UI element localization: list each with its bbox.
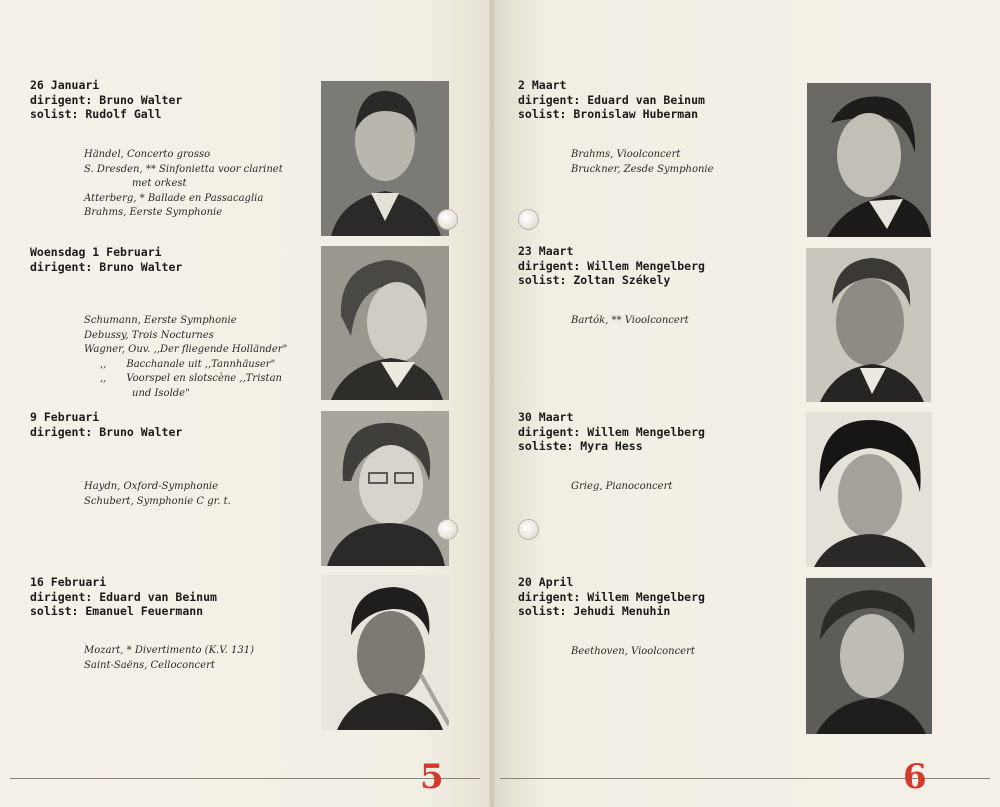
portrait-richard-wagner: [321, 246, 449, 400]
page-number-right: 6: [903, 757, 927, 797]
program-item: Bartók, ** Vioolconcert: [571, 315, 689, 326]
program-item: Haydn, Oxford-Symphonie: [84, 481, 219, 492]
program-item: Händel, Concerto grosso: [84, 149, 211, 160]
portrait-zoltan-szekely: [806, 248, 931, 402]
concert-date: 26 Januari: [30, 78, 100, 92]
concert-date: Woensdag 1 Februari: [30, 245, 162, 259]
concert-date: 9 Februari: [30, 410, 100, 424]
concert-2-maart: [518, 78, 705, 122]
concert-30-maart: [518, 410, 705, 454]
concert-program: [84, 480, 231, 509]
concert-conductor: dirigent: Willem Mengelberg: [518, 424, 705, 439]
concert-conductor: dirigent: Eduard van Beinum: [30, 589, 217, 604]
punch-hole: [438, 520, 457, 539]
concert-soloist: solist: Zoltan Székely: [518, 273, 671, 287]
portrait-franz-schubert: [321, 411, 449, 566]
concert-date: 23 Maart: [518, 244, 574, 258]
program-item: und Isolde": [132, 387, 190, 399]
punch-hole: [519, 210, 538, 229]
punch-hole: [438, 210, 457, 229]
program-item: Schubert, Symphonie C gr. t.: [84, 495, 231, 507]
concert-23-maart: [518, 244, 705, 288]
concert-program: [84, 148, 283, 221]
concert-20-april: [518, 575, 705, 619]
concert-program: [571, 480, 672, 495]
ditto-mark: ,,: [100, 358, 107, 370]
concert-program: [571, 645, 695, 660]
program-item: met orkest: [132, 178, 187, 190]
concert-16-februari: [30, 575, 217, 619]
program-item: Bacchanale uit ,,Tannhäuser": [126, 358, 276, 370]
portrait-rudolf-gall: [321, 81, 449, 236]
portrait-bronislaw-huberman: [807, 83, 931, 237]
concert-conductor: dirigent: Bruno Walter: [30, 259, 183, 274]
program-item: Mozart, * Divertimento (K.V. 131): [84, 645, 255, 656]
concert-date: 20 April: [518, 575, 574, 589]
concert-soloist: solist: Rudolf Gall: [30, 107, 162, 121]
concert-soloist: soliste: Myra Hess: [518, 439, 643, 453]
program-item: Saint-Saëns, Celloconcert: [84, 659, 215, 671]
concert-conductor: dirigent: Bruno Walter: [30, 424, 183, 439]
concert-program: [571, 148, 714, 177]
program-item: Brahms, Eerste Symphonie: [84, 207, 223, 219]
concert-9-februari: [30, 410, 182, 439]
concert-soloist: solist: Emanuel Feuermann: [30, 604, 204, 618]
concert-conductor: dirigent: Bruno Walter: [30, 92, 183, 107]
concert-program: [571, 314, 689, 329]
program-item: Schumann, Eerste Symphonie: [84, 315, 237, 326]
concert-program: [84, 314, 287, 402]
concert-conductor: dirigent: Willem Mengelberg: [518, 589, 705, 604]
program-item: Wagner, Ouv. ,,Der fliegende Holländer": [84, 344, 288, 356]
portrait-myra-hess: [806, 412, 932, 567]
program-item: S. Dresden, ** Sinfonietta voor clarinet: [84, 163, 283, 175]
concert-date: 30 Maart: [518, 410, 574, 424]
program-item: Grieg, Pianoconcert: [571, 481, 673, 492]
program-item: Debussy, Trois Nocturnes: [84, 329, 214, 341]
portrait-emanuel-feuermann: [321, 575, 449, 730]
left-footer-rule: [10, 778, 480, 779]
concert-conductor: dirigent: Eduard van Beinum: [518, 92, 705, 107]
concert-program: [84, 644, 254, 673]
program-item: Brahms, Vioolconcert: [571, 149, 681, 160]
program-item: Voorspel en slotscène ,,Tristan: [126, 373, 282, 385]
program-item: Bruckner, Zesde Symphonie: [571, 163, 714, 175]
punch-hole: [519, 520, 538, 539]
concert-26-januari: [30, 78, 182, 122]
concert-date: 16 Februari: [30, 575, 107, 589]
concert-conductor: dirigent: Willem Mengelberg: [518, 258, 705, 273]
portrait-jehudi-menuhin: [806, 578, 932, 734]
concert-soloist: solist: Jehudi Menuhin: [518, 604, 671, 618]
concert-date: 2 Maart: [518, 78, 567, 92]
page-fold: [489, 0, 495, 807]
concert-1-februari: [30, 245, 182, 274]
program-item: Atterberg, * Ballade en Passacaglia: [84, 192, 264, 204]
concert-soloist: solist: Bronislaw Huberman: [518, 107, 699, 121]
page-number-left: 5: [420, 757, 444, 797]
ditto-mark: ,,: [100, 373, 107, 385]
program-item: Beethoven, Vioolconcert: [571, 646, 695, 657]
